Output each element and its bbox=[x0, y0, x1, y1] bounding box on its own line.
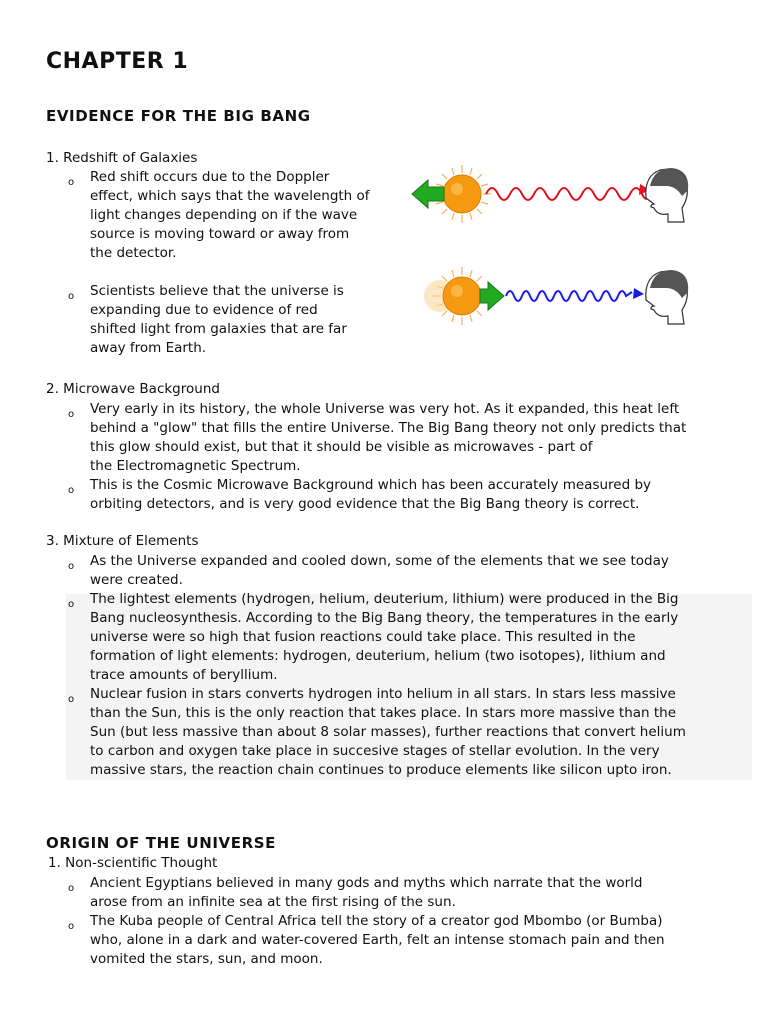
text-line: to carbon and oxygen take place in succesive stages of stellar evolution. In the very bbox=[90, 743, 660, 759]
text-line: shifted light from galaxies that are far bbox=[90, 321, 347, 337]
blueshift-illustration bbox=[410, 262, 700, 332]
bullet-mark: o bbox=[68, 561, 75, 572]
text-line: Ancient Egyptians believed in many gods and myths which narrate that the world bbox=[90, 875, 643, 891]
section-title-origin: ORIGIN OF THE UNIVERSE bbox=[46, 834, 276, 852]
text-line: The Kuba people of Central Africa tell the story of a creator god Mbombo (or Bumba) bbox=[90, 913, 663, 929]
text-line: Sun (but less massive than about 8 solar masses), further reactions that convert helium bbox=[90, 724, 686, 740]
text-line: orbiting detectors, and is very good evidence that the Big Bang theory is correct. bbox=[90, 496, 640, 512]
text-line: Scientists believe that the universe is bbox=[90, 283, 344, 299]
text-line: vomited the stars, sun, and moon. bbox=[90, 951, 323, 967]
text-line: source is moving toward or away from bbox=[90, 226, 350, 242]
text-line: who, alone in a dark and water-covered Earth, felt an intense stomach pain and then bbox=[90, 932, 665, 948]
item-heading-microwave: 2. Microwave Background bbox=[46, 381, 220, 397]
text-line: the detector. bbox=[90, 245, 177, 261]
text-line: Bang nucleosynthesis. According to the Big Bang theory, the temperatures in the early bbox=[90, 610, 679, 626]
text-line: this glow should exist, but that it should be visible as microwaves - part of bbox=[90, 439, 593, 455]
person-head-icon bbox=[646, 270, 688, 324]
arrow-left-icon bbox=[412, 180, 444, 208]
text-line: This is the Cosmic Microwave Background which has been accurately measured by bbox=[90, 477, 652, 493]
text-line: were created. bbox=[90, 572, 183, 588]
text-line: As the Universe expanded and cooled down, some of the elements that we see today bbox=[90, 553, 669, 569]
bullet-mark: o bbox=[68, 177, 75, 188]
text-line: light changes depending on if the wave bbox=[90, 207, 358, 223]
text-line: The lightest elements (hydrogen, helium, deuterium, lithium) were produced in the Big bbox=[90, 591, 679, 607]
blue-wave bbox=[506, 291, 632, 301]
bullet-mark: o bbox=[68, 291, 75, 302]
text-line: away from Earth. bbox=[90, 340, 207, 356]
text-line: the Electromagnetic Spectrum. bbox=[90, 458, 301, 474]
text-line: Nuclear fusion in stars converts hydrogen into helium in all stars. In stars less massive bbox=[90, 686, 676, 702]
bullet-mark: o bbox=[68, 883, 75, 894]
section-title-evidence: EVIDENCE FOR THE BIG BANG bbox=[46, 107, 311, 125]
item-heading-redshift: 1. Redshift of Galaxies bbox=[46, 150, 198, 166]
red-wave bbox=[486, 188, 650, 200]
item-heading-elements: 3. Mixture of Elements bbox=[46, 533, 199, 549]
text-line: Very early in its history, the whole Universe was very hot. As it expanded, this heat left bbox=[90, 401, 680, 417]
bullet-mark: o bbox=[68, 921, 75, 932]
bullet-mark: o bbox=[68, 694, 75, 705]
text-line: trace amounts of beryllium. bbox=[90, 667, 278, 683]
arrow-right-icon bbox=[480, 282, 504, 310]
text-line: massive stars, the reaction chain continues to produce elements like silicon upto iron. bbox=[90, 762, 672, 778]
text-line: than the Sun, this is the only reaction that takes place. In stars more massive than the bbox=[90, 705, 677, 721]
redshift-illustration bbox=[410, 160, 700, 230]
text-line: universe were so high that fusion reactions could take place. This resulted in the bbox=[90, 629, 636, 645]
bullet-mark: o bbox=[68, 599, 75, 610]
text-line: expanding due to evidence of red bbox=[90, 302, 318, 318]
person-head-icon bbox=[646, 168, 688, 222]
text-line: behind a "glow" that fills the entire Universe. The Big Bang theory not only predicts that bbox=[90, 420, 687, 436]
text-line: arose from an infinite sea at the first rising of the sun. bbox=[90, 894, 456, 910]
bullet-mark: o bbox=[68, 485, 75, 496]
bullet-mark: o bbox=[68, 409, 75, 420]
text-line: effect, which says that the wavelength of bbox=[90, 188, 370, 204]
text-line: Red shift occurs due to the Doppler bbox=[90, 169, 330, 185]
text-line: formation of light elements: hydrogen, deuterium, helium (two isotopes), lithium and bbox=[90, 648, 666, 664]
item-heading-non-scientific: 1. Non-scientific Thought bbox=[48, 855, 218, 871]
chapter-title: CHAPTER 1 bbox=[46, 49, 189, 74]
